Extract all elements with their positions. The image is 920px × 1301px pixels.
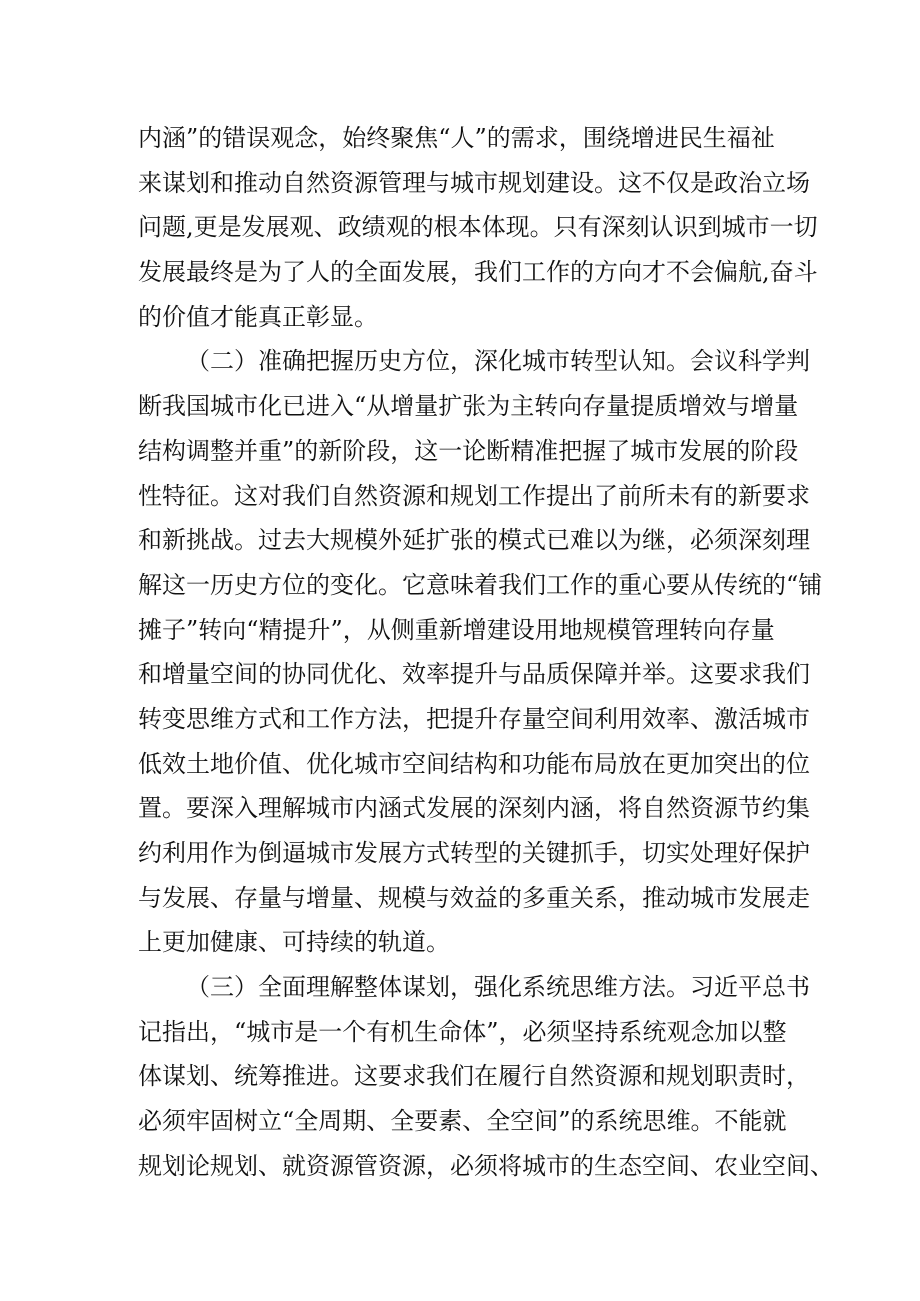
text-line: 与发展、存量与增量、规模与效益的多重关系，推动城市发展走 [138, 883, 810, 912]
section-heading-line: （二）准确把握历史方位，深化城市转型认知。会议科学判 [186, 347, 810, 376]
text-line: 约利用作为倒逼城市发展方式转型的关键抓手，切实处理好保护 [138, 839, 810, 867]
text-line: 解这一历史方位的变化。它意味着我们工作的重心要从传统的“铺 [138, 570, 823, 599]
text-line: 结构调整并重”的新阶段，这一论断精准把握了城市发展的阶段 [138, 436, 799, 465]
text-line: 的价值才能真正彰显。 [138, 302, 378, 331]
text-line: 来谋划和推动自然资源管理与城市规划建设。这不仅是政治立场 [138, 168, 810, 197]
text-line: 低效土地价值、优化城市空间结构和功能布局放在更加突出的位 [138, 749, 810, 778]
text-line: 体谋划、统筹推进。这要求我们在履行自然资源和规划职责时， [138, 1062, 810, 1091]
section-heading-line: （三）全面理解整体谋划，强化系统思维方法。习近平总书 [186, 973, 810, 1002]
text-line: 上更加健康、可持续的轨道。 [138, 928, 450, 957]
text-line: 性特征。这对我们自然资源和规划工作提出了前所未有的新要求 [138, 481, 810, 510]
text-line: 内涵”的错误观念，始终聚焦“人”的需求，围绕增进民生福祉 [138, 124, 775, 152]
text-line: 问题,更是发展观、政绩观的根本体现。只有深刻认识到城市一切 [138, 213, 818, 242]
text-line: 规划论规划、就资源管资源，必须将城市的生态空间、农业空间、 [138, 1151, 834, 1180]
text-line: 和增量空间的协同优化、效率提升与品质保障并举。这要求我们 [138, 660, 810, 689]
text-line: 转变思维方式和工作方法，把提升存量空间利用效率、激活城市 [138, 704, 810, 733]
text-line: 记指出，“城市是一个有机生命体”，必须坚持系统观念加以整 [138, 1017, 787, 1046]
text-line: 发展最终是为了人的全面发展，我们工作的方向才不会偏航,奋斗 [138, 258, 818, 287]
text-line: 和新挑战。过去大规模外延扩张的模式已难以为继，必须深刻理 [138, 526, 810, 555]
text-line: 摊子”转向“精提升”，从侧重新增建设用地规模管理转向存量 [138, 615, 775, 644]
text-line: 必须牢固树立“全周期、全要素、全空间”的系统思维。不能就 [138, 1107, 787, 1136]
text-line: 置。要深入理解城市内涵式发展的深刻内涵，将自然资源节约集 [138, 794, 810, 823]
text-line: 断我国城市化已进入“从增量扩张为主转向存量提质增效与增量 [138, 392, 799, 421]
body-text [138, 116, 834, 1189]
